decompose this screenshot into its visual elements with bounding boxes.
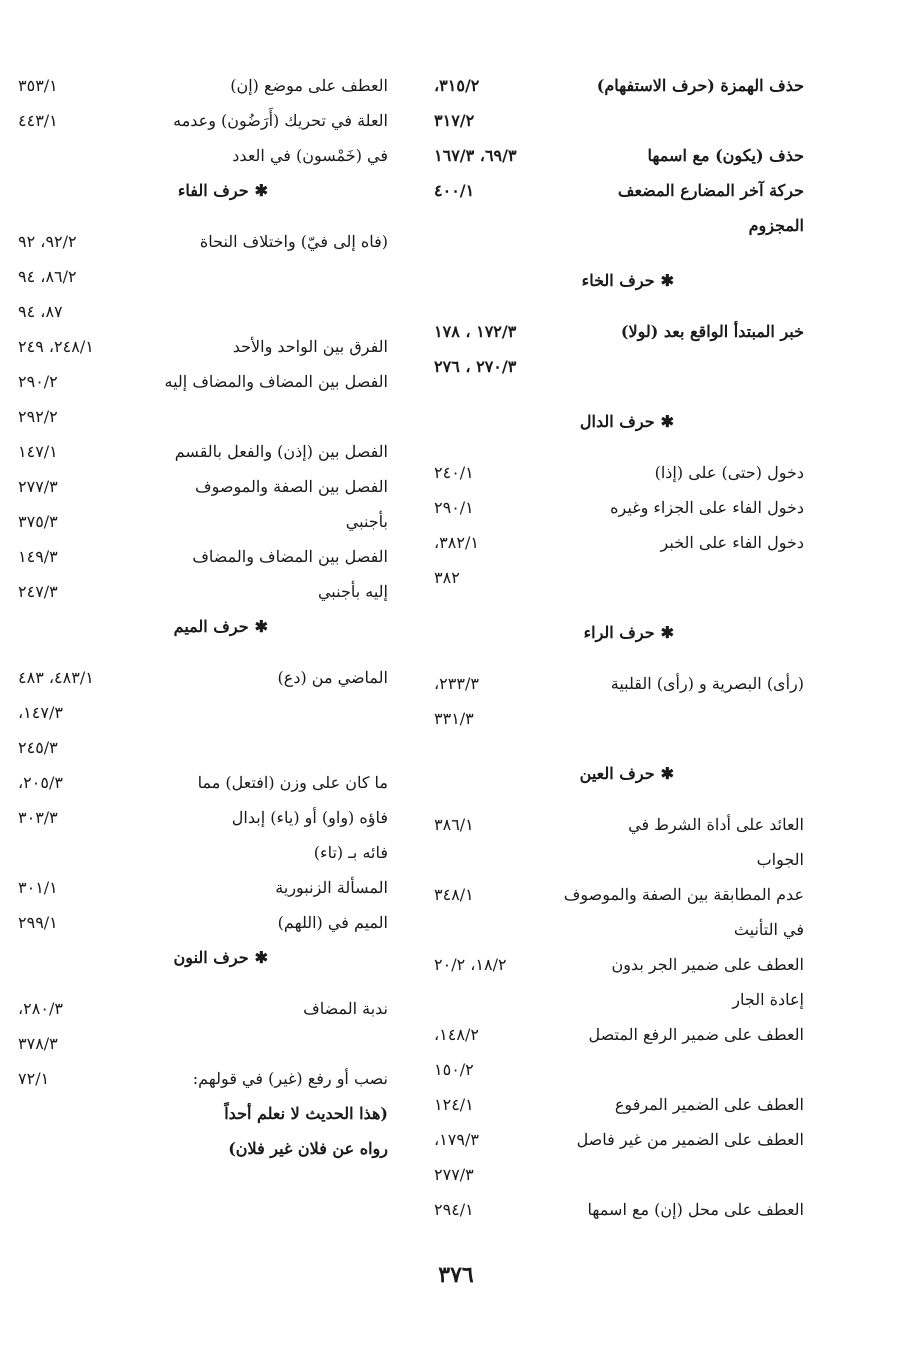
page-reference: ٢٤٥/٣ (18, 738, 58, 757)
index-term: العائد على أداة الشرط في (628, 815, 804, 834)
index-entry (434, 666, 804, 701)
index-term: بأجنبي (345, 512, 388, 531)
index-entry (18, 695, 388, 730)
index-term: العلة في تحريك (أَرَضُون) وعدمه (173, 111, 388, 130)
index-term: رواه عن فلان غير فلان) (228, 1139, 388, 1158)
index-term: العطف على ضمير الجر بدون (611, 955, 804, 974)
index-entry (434, 947, 804, 982)
page-reference: ٧٢/١ (18, 1069, 50, 1088)
index-entry (434, 1192, 804, 1227)
page-reference: ٨٧، ٩٤ (18, 302, 63, 321)
index-term: في التأنيث (733, 920, 804, 939)
section-heading-noon: ✱حرف النون (173, 948, 268, 967)
index-entry (18, 574, 388, 609)
index-entry (434, 560, 804, 595)
page-reference: ٩٢/٢، ٩٢ (18, 232, 77, 251)
index-term: الماضي من (دع) (277, 668, 388, 687)
block-khaa (434, 314, 804, 384)
index-term: حذف (يكون) مع اسمها (647, 146, 804, 165)
page-reference: ١٤٧/١ (18, 442, 58, 461)
page-reference: ٣٠١/١ (18, 878, 58, 897)
index-term: فائه بـ (تاء) (313, 843, 388, 862)
page-reference: ٢٩٠/١ (434, 498, 474, 517)
index-entry (434, 455, 804, 490)
index-term: العطف على الضمير من غير فاصل (576, 1130, 804, 1149)
index-entry (434, 842, 804, 877)
page-reference: ٤٨٣/١، ٤٨٣ (18, 668, 94, 687)
index-term: (فاه إلى فيّ) واختلاف النحاة (199, 232, 388, 251)
index-entry (434, 525, 804, 560)
page-reference: ٣٨٢/١، (434, 533, 479, 552)
page-reference: ٣٨٢ (434, 568, 460, 587)
index-entry (18, 905, 388, 940)
section-heading-dal: ✱حرف الدال (579, 412, 674, 431)
index-entry (18, 730, 388, 765)
left-column (18, 68, 388, 1166)
page-reference: ١٧٢/٣ ، ١٧٨ (434, 322, 517, 341)
page-reference: ٣٨٦/١ (434, 815, 474, 834)
star-icon: ✱ (254, 617, 268, 636)
index-entry (18, 68, 388, 103)
index-term: الفرق بين الواحد والأحد (232, 337, 388, 356)
page-reference: ٣٧٨/٣ (18, 1034, 58, 1053)
index-term: حذف الهمزة (حرف الاستفهام) (596, 76, 804, 95)
index-entry (434, 1087, 804, 1122)
index-entry (18, 800, 388, 835)
page-reference: ١٢٤/١ (434, 1095, 474, 1114)
page-reference: ١٤٧/٣، (18, 703, 63, 722)
right-column (434, 68, 804, 1227)
index-entry (434, 314, 804, 349)
page-reference: ٣٠٣/٣ (18, 808, 58, 827)
index-entry (18, 1061, 388, 1096)
page-reference: ٣١٥/٢، (434, 76, 480, 95)
page-reference: ٢٧٧/٣ (18, 477, 58, 496)
index-term: ندبة المضاف (303, 999, 388, 1018)
index-entry (18, 434, 388, 469)
page-reference: ٦٩/٣، ١٦٧/٣ (434, 146, 517, 165)
index-entry (18, 224, 388, 259)
index-entry (434, 349, 804, 384)
page-reference: ٢٤٠/١ (434, 463, 474, 482)
index-term: الجواب (756, 850, 804, 869)
index-entry (434, 807, 804, 842)
index-term: حركة آخر المضارع المضعف (617, 181, 804, 200)
index-entry (18, 138, 388, 173)
page-reference: ١٤٩/٣ (18, 547, 58, 566)
page-reference: ٢٧٠/٣ ، ٢٧٦ (434, 357, 517, 376)
star-icon: ✱ (254, 181, 268, 200)
page-reference: ٢٣٣/٣، (434, 674, 479, 693)
index-entry (434, 173, 804, 208)
index-term: إعادة الجار (732, 990, 804, 1009)
page-reference: ٢٩٩/١ (18, 913, 58, 932)
index-term: العطف على الضمير المرفوع (614, 1095, 804, 1114)
index-term: إليه بأجنبي (317, 582, 388, 601)
index-entry (18, 539, 388, 574)
index-entry (434, 1017, 804, 1052)
index-entry (18, 991, 388, 1026)
index-term: عدم المطابقة بين الصفة والموصوف (563, 885, 804, 904)
star-icon: ✱ (254, 948, 268, 967)
index-term: العطف على موضع (إن) (230, 76, 388, 95)
section-heading-ain: ✱حرف العين (579, 764, 674, 783)
page-reference: ١٨/٢، ٢٠/٢ (434, 955, 507, 974)
page-reference: ٢٤٨/١، ٢٤٩ (18, 337, 94, 356)
index-term: (هذا الحديث لا نعلم أحداً (224, 1104, 388, 1123)
page-reference: ١٧٩/٣، (434, 1130, 479, 1149)
index-entry (18, 364, 388, 399)
page-reference: ٣٤٨/١ (434, 885, 474, 904)
block-haa (434, 68, 804, 243)
index-entry (18, 399, 388, 434)
page-reference: ٢٩٠/٢ (18, 372, 58, 391)
index-entry (434, 103, 804, 138)
page-reference: ١٤٨/٢، (434, 1025, 479, 1044)
star-icon: ✱ (660, 271, 674, 290)
block-ain-continued (18, 68, 388, 173)
block-raa (434, 666, 804, 736)
block-meem (18, 660, 388, 940)
section-heading-faa: ✱حرف الفاء (177, 181, 268, 200)
index-entry (18, 469, 388, 504)
page-reference: ٢٩٤/١ (434, 1200, 474, 1219)
index-term: فاؤه (واو) أو (ياء) إبدال (231, 808, 388, 827)
index-entry (18, 329, 388, 364)
index-term: الفصل بين المضاف والمضاف إليه (164, 372, 388, 391)
block-noon (18, 991, 388, 1166)
page-reference: ٢٩٢/٢ (18, 407, 58, 426)
index-entry (434, 68, 804, 103)
page-reference: ٤٤٣/١ (18, 111, 58, 130)
index-entry (18, 765, 388, 800)
block-dal (434, 455, 804, 595)
star-icon: ✱ (660, 623, 674, 642)
index-entry (18, 1096, 388, 1131)
page-reference: ٢٤٧/٣ (18, 582, 58, 601)
page-number: ٣٧٦ (438, 1262, 474, 1288)
block-ain (434, 807, 804, 1227)
index-entry (434, 982, 804, 1017)
index-term: دخول الفاء على الجزاء وغيره (610, 498, 804, 517)
page-reference: ٢٨٠/٣، (18, 999, 63, 1018)
page-reference: ٨٦/٢، ٩٤ (18, 267, 77, 286)
index-entry (18, 294, 388, 329)
index-term: العطف على محل (إن) مع اسمها (587, 1200, 804, 1219)
block-faa (18, 224, 388, 609)
page-reference: ٢٧٧/٣ (434, 1165, 474, 1184)
index-term: ما كان على وزن (افتعل) مما (197, 773, 388, 792)
page-reference: ٣٣١/٣ (434, 709, 474, 728)
section-heading-khaa: ✱حرف الخاء (581, 271, 674, 290)
index-entry (434, 701, 804, 736)
index-term: الفصل بين الصفة والموصوف (195, 477, 388, 496)
index-term: المجزوم (748, 216, 804, 235)
index-entry (434, 208, 804, 243)
index-entry (18, 103, 388, 138)
star-icon: ✱ (660, 764, 674, 783)
index-entry (18, 660, 388, 695)
index-entry (434, 912, 804, 947)
index-entry (18, 870, 388, 905)
index-entry (18, 1026, 388, 1061)
page-reference: ٣٥٣/١ (18, 76, 58, 95)
index-entry (18, 504, 388, 539)
index-entry (18, 835, 388, 870)
index-term: الميم في (اللهم) (277, 913, 388, 932)
page-reference: ٣٧٥/٣ (18, 512, 58, 531)
index-entry (18, 1131, 388, 1166)
index-term: نصب أو رفع (غير) في قولهم: (192, 1069, 388, 1088)
star-icon: ✱ (660, 412, 674, 431)
page-reference: ٣١٧/٢ (434, 111, 475, 130)
section-heading-meem: ✱حرف الميم (173, 617, 268, 636)
index-term: في (خَمْسون) في العدد (232, 146, 388, 165)
index-entry (434, 1122, 804, 1157)
section-heading-raa: ✱حرف الراء (583, 623, 674, 642)
index-term: الفصل بين المضاف والمضاف (192, 547, 388, 566)
index-entry (434, 490, 804, 525)
page-reference: ٤٠٠/١ (434, 181, 475, 200)
index-entry (434, 1157, 804, 1192)
index-term: العطف على ضمير الرفع المتصل (588, 1025, 804, 1044)
index-entry (18, 259, 388, 294)
index-term: الفصل بين (إذن) والفعل بالقسم (174, 442, 388, 461)
index-term: دخول الفاء على الخبر (660, 533, 804, 552)
index-entry (434, 138, 804, 173)
index-entry (434, 1052, 804, 1087)
index-term: (رأى) البصرية و (رأى) القلبية (610, 674, 804, 693)
index-entry (434, 877, 804, 912)
index-term: المسألة الزنبورية (275, 878, 388, 897)
page-reference: ١٥٠/٢ (434, 1060, 474, 1079)
page-reference: ٢٠٥/٣، (18, 773, 63, 792)
index-term: خبر المبتدأ الواقع بعد (لولا) (620, 322, 804, 341)
index-term: دخول (حتى) على (إذا) (654, 463, 804, 482)
